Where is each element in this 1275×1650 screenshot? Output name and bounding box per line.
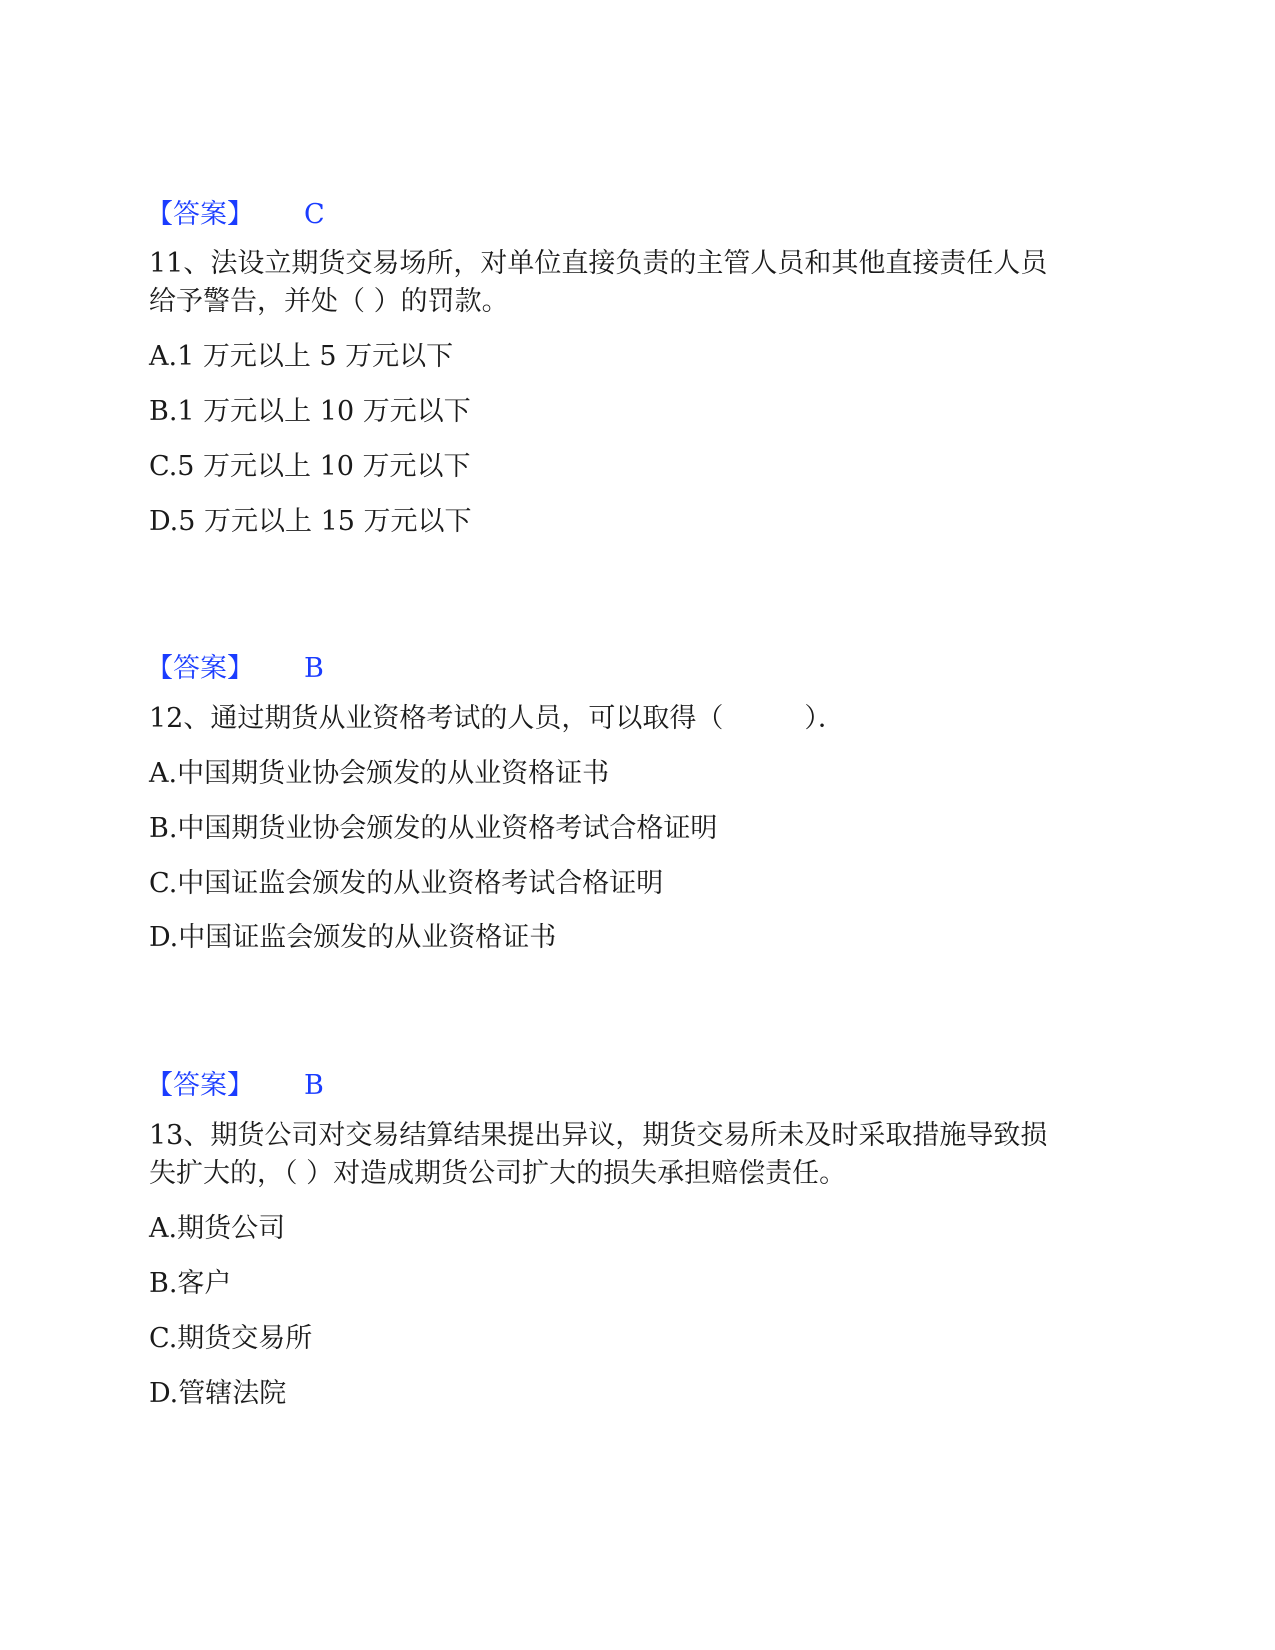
option-b: B.客户 bbox=[149, 1268, 232, 1299]
answer-label: 【答案】 bbox=[146, 1070, 254, 1101]
option-a: A.期货公司 bbox=[149, 1213, 286, 1244]
option-d: D.5 万元以上 15 万元以下 bbox=[149, 506, 472, 537]
answer-value: B bbox=[304, 653, 324, 684]
option-d: D.管辖法院 bbox=[149, 1378, 287, 1409]
question-line: 失扩大的，（ ）对造成期货公司扩大的损失承担赔偿责任。 bbox=[149, 1158, 847, 1189]
option-b: B.中国期货业协会颁发的从业资格考试合格证明 bbox=[149, 813, 718, 844]
option-a: A.中国期货业协会颁发的从业资格证书 bbox=[149, 758, 610, 789]
answer-label: 【答案】 bbox=[146, 653, 254, 684]
answer-value: C bbox=[304, 199, 325, 230]
option-c: C.5 万元以上 10 万元以下 bbox=[149, 451, 471, 482]
answer-line bbox=[146, 1068, 324, 1104]
answer-label: 【答案】 bbox=[146, 199, 254, 230]
question-line: 给予警告，并处（ ）的罚款。 bbox=[149, 286, 509, 317]
answer-line bbox=[146, 651, 324, 687]
option-c: C.期货交易所 bbox=[149, 1323, 313, 1354]
option-a: A.1 万元以上 5 万元以下 bbox=[149, 341, 454, 372]
question-line: 13、期货公司对交易结算结果提出异议，期货交易所未及时采取措施导致损 bbox=[149, 1120, 1048, 1151]
answer-value: B bbox=[304, 1070, 324, 1101]
option-b: B.1 万元以上 10 万元以下 bbox=[149, 396, 471, 427]
question-line: 11、法设立期货交易场所，对单位直接负责的主管人员和其他直接责任人员 bbox=[149, 248, 1048, 279]
question-line: 12、通过期货从业资格考试的人员，可以取得（ ）． bbox=[149, 703, 845, 734]
answer-line bbox=[146, 197, 325, 233]
option-c: C.中国证监会颁发的从业资格考试合格证明 bbox=[149, 868, 664, 899]
option-d: D.中国证监会颁发的从业资格证书 bbox=[149, 922, 557, 953]
